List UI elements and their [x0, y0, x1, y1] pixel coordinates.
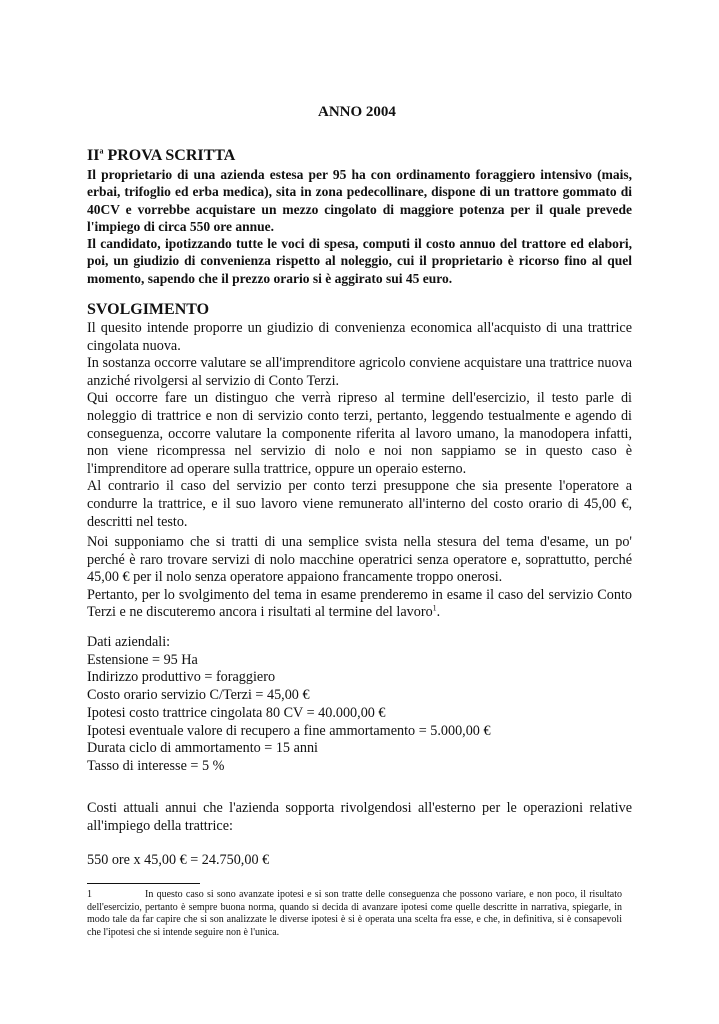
company-data [87, 634, 632, 776]
task-section [87, 146, 632, 287]
solution-title: SVOLGIMENTO [87, 301, 210, 318]
solution-paragraph: In sostanza occorre valutare se all'imprenditore agricolo conviene acquistare una trattrice nuova anziché rivolgersi al servizio di Conto Terzi. [87, 355, 632, 389]
company-data-item: Ipotesi costo trattrice cingolata 80 CV = 40.000,00 € [87, 704, 386, 721]
task-title: $II^a$ PROVA SCRITTA [87, 146, 236, 164]
task-paragraph: Il proprietario di una azienda estesa per 95 ha con ordinamento foraggiero intensivo (mais, erbai, trifoglio ed erba medica), sita in zona pedecollinare, dispone di un trattore gommato di 40CV e vorrebbe acquistare un mezzo cingolato di maggiore potenza per il quale prevede l'impiego di circa 550 ore annue. [87, 167, 632, 234]
company-data-item: Durata ciclo di ammortamento = 15 anni [87, 740, 318, 757]
solution-paragraph: Noi supponiamo che si tratti di una semplice svista nella stesura del tema d'esame, un po' perché è raro trovare servizi di nolo macchine operatrici senza operatore e, soprattutto, perché 45,00 € per il nolo senza operatore appaiono francamente troppo onerosi. [87, 534, 632, 586]
solution-paragraph: Pertanto, per lo svolgimento del tema in esame prenderemo in esame il caso del servizio Conto Terzi e ne discuteremo ancora i risultati al termine del lavoro$^1$. [87, 586, 632, 621]
costs-intro: Costi attuali annui che l'azienda sopporta rivolgendosi all'esterno per le operazioni relative all'impiego della trattrice: [87, 800, 632, 834]
solution-section-2 [87, 534, 632, 622]
solution-section [87, 300, 632, 531]
solution-paragraph: Al contrario il caso del servizio per conto terzi presuppone che sia presente l'operatore a condurre la trattrice, e il suo lavoro viene remunerato all'interno del costo orario di 45,00 €, descritti nel testo. [87, 478, 632, 530]
footnote [87, 889, 622, 939]
costs-formula: 550 ore x 45,00 € = 24.750,00 € [87, 852, 270, 868]
footnote-text: In questo caso si sono avanzate ipotesi e si son tratte delle conseguenza che possono variare, e non poco, il risultato dell'esercizio, pertanto è sempre buona norma, quando si decida di avanzare ipotesi come quelle descritte in narrativa, spiegarle, in modo tale da far capire che si son analizzate le diverse ipotesi è si è operata una scelta fra esse, e che, in definitiva, si è consapevoli che l'ipotesi che si intende seguire non è l'unica. [87, 889, 622, 938]
company-data-item: Estensione = 95 Ha [87, 651, 198, 668]
task-paragraph: Il candidato, ipotizzando tutte le voci di spesa, computi il costo annuo del trattore ed elabori, poi, un giudizio di convenienza rispetto al noleggio, cui il proprietario è ricorso fino al quel momento, sapendo che il prezzo orario si è aggirato sui 45 euro. [87, 236, 632, 286]
costs-section [87, 800, 632, 835]
company-data-item: Tasso di interesse = 5 % [87, 757, 225, 774]
footnote-number: 1 [87, 889, 92, 900]
year-heading: ANNO 2004 [318, 104, 396, 120]
solution-paragraph: Qui occorre fare un distinguo che verrà ripreso al termine dell'esercizio, il testo parle di noleggio di trattrice e non di servizio conto terzi, pertanto, leggendo testualmente e agendo di conseguenza, occorre valutare la componente riferita al lavoro umano, la manodopera infatti, non viene ricompressa nel servizio di nolo e noi non sappiamo se in questo caso è l'imprenditore ad operare sulla trattrice, oppure un operaio esterno. [87, 390, 632, 477]
company-data-title: Dati aziendali: [87, 634, 171, 650]
footnote-ref: 1 [432, 603, 437, 613]
company-data-item: Costo orario servizio C/Terzi = 45,00 € [87, 687, 310, 704]
company-data-item: Indirizzo produttivo = foraggiero [87, 669, 276, 686]
costs-formula-block [87, 852, 632, 870]
company-data-item: Ipotesi eventuale valore di recupero a fine ammortamento = 5.000,00 € [87, 722, 491, 739]
footnote-separator [87, 883, 200, 884]
solution-paragraph: Il quesito intende proporre un giudizio di convenienza economica all'acquisto di una trattrice cingolata nuova. [87, 320, 632, 354]
